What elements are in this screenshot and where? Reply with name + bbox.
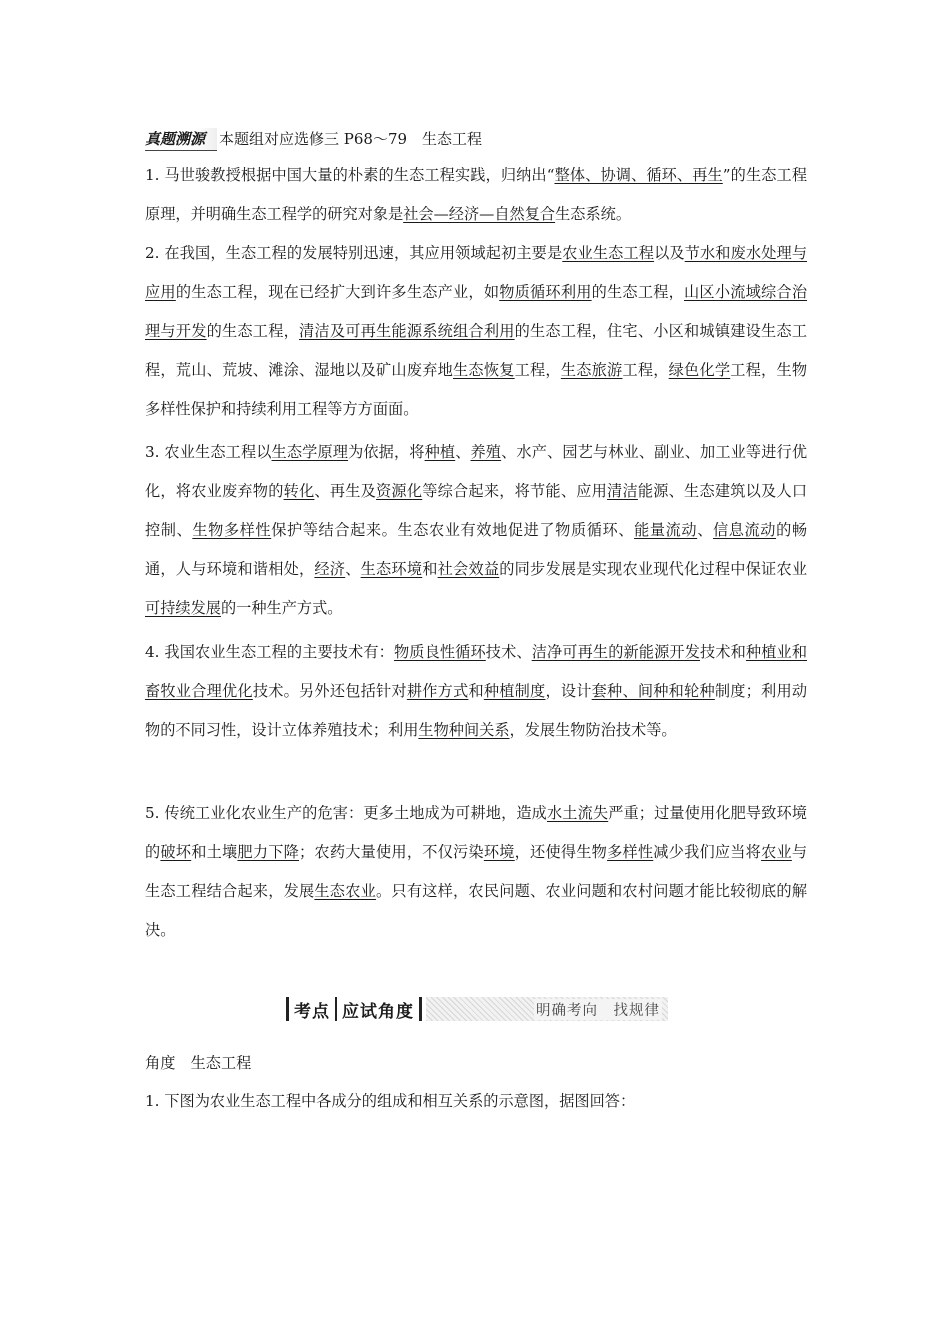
text-segment: 。只有这样，农民问题、农业问题和农村问题才能比较彻底的解决。 [145,882,808,939]
text-segment: 技术。另外还包括针对 [252,682,407,700]
text-segment: 、 [345,560,361,578]
text-segment: 的生态工程，住宅、小区和城镇建设生态工程，荒山、荒坡、滩涂、湿地以及矿山废弃地 [145,322,808,379]
answer-blank: 肥力下降 [237,843,300,861]
paragraph-4 [145,633,807,750]
answer-blank: 养殖 [470,443,502,461]
banner-bar [419,997,422,1021]
text-segment: 与生态工程结合起来，发展 [145,843,808,900]
answer-blank: 水土流失 [546,804,609,822]
answer-blank: 社会—经济—自然复合 [403,205,556,223]
text-segment: 的生态工程， [591,283,685,301]
section-banner [286,994,668,1024]
text-segment: ，还使得生物 [514,843,608,861]
text-segment: 的生态工程，现在已经扩大到许多生态产业，如 [175,283,500,301]
text-segment: 制度；利用动物的不同习性，设计立体养殖技术；利用 [145,682,808,739]
angle-heading: 角度 生态工程 [145,1054,252,1072]
banner-slogan: 明确考向 找规律 [534,999,662,1020]
answer-blank: 套种、间种和轮种 [591,682,715,700]
answer-blank: 转化 [283,482,315,500]
answer-blank: 节水和废水处理与应用 [145,244,808,301]
answer-blank: 多样性 [607,843,654,861]
text-segment: 减少我们应当将 [653,843,762,861]
text-segment: 保护等结合起来。生态农业有效地促进了物质循环、 [271,521,635,539]
answer-blank: 信息流动 [712,521,777,539]
answer-blank: 清洁及可再生能源系统组合利用 [299,322,515,340]
answer-blank: 农业生态工程 [562,244,655,262]
paragraph-3 [145,433,807,628]
text-segment: 严重；过量使用化肥导致环境的 [145,804,808,861]
paragraph-5 [145,794,807,950]
answer-blank: 生态农业 [314,882,377,900]
text-segment: 2. 在我国，生态工程的发展特别迅速，其应用领域起初主要是 [145,244,563,262]
text-segment: 、再生及 [314,482,377,500]
text-segment: 1. 马世骏教授根据中国大量的朴素的生态工程实践，归纳出“ [145,166,555,184]
answer-blank: 种植制度 [483,682,546,700]
text-segment: 和土壤 [191,843,238,861]
answer-blank: 物质良性循环 [393,643,486,661]
answer-blank: 洁净可再生的新能源开发 [531,643,701,661]
text-segment: 4. 我国农业生态工程的主要技术有： [145,643,394,661]
text-segment: 的同步发展是实现农业现代化过程中保证农业 [499,560,808,578]
text-segment: 的畅通，人与环境和谐相处， [145,521,808,578]
text-segment: 3. 农业生态工程以 [145,443,272,461]
answer-blank: 可持续发展 [145,599,221,617]
question-1: 1. 下图为农业生态工程中各成分的组成和相互关系的示意图，据图回答： [145,1092,636,1110]
answer-blank: 生态恢复 [453,361,515,379]
text-segment: ”的生态工程原理，并明确生态工程学的研究对象是 [145,166,808,223]
answer-blank: 物质循环利用 [499,283,592,301]
text-segment: 的一种生产方式。 [220,599,343,617]
paragraph-1 [145,156,807,234]
answer-blank: 经济 [314,560,346,578]
source-text: 本题组对应选修三 P68～79 生态工程 [219,130,483,148]
banner-keyword-yingshi: 应试角度 [342,1001,414,1022]
text-segment: 和 [422,560,438,578]
text-segment: 生态系统。 [555,205,631,223]
answer-blank: 整体、协调、循环、再生 [554,166,723,184]
text-segment: 和 [468,682,484,700]
text-segment: ；农药大量使用，不仅污染 [299,843,484,861]
text-segment: 技术、 [485,643,532,661]
answer-blank: 种植业和畜牧业合理优化 [145,643,808,700]
answer-blank: 社会效益 [437,560,500,578]
text-segment: 、 [697,521,713,539]
text-segment: 、水产、园艺与林业、副业、加工业等进行优化，将农业废弃物的 [145,443,808,500]
text-segment: 工程， [622,361,669,379]
answer-blank: 资源化 [376,482,423,500]
text-segment: 的生态工程， [206,322,300,340]
text-segment: 工程， [514,361,561,379]
source-badge: 真题溯源 [145,128,217,151]
text-segment: 以及 [654,244,685,262]
answer-blank: 清洁 [607,482,638,500]
text-segment: 5. 传统工业化农业生产的危害：更多土地成为可耕地，造成 [145,804,547,822]
text-segment: 能源、生态建筑以及人口控制、 [145,482,808,539]
banner-keyword-kaodian: 考点 [294,1001,330,1022]
answer-blank: 耕作方式 [406,682,469,700]
answer-blank: 环境 [483,843,515,861]
answer-blank: 生态环境 [360,560,423,578]
paragraph-2 [145,234,807,429]
answer-blank: 生态旅游 [560,361,623,379]
answer-blank: 生态学原理 [271,443,349,461]
text-segment: 技术和 [700,643,746,661]
text-segment: ，设计 [545,682,592,700]
answer-blank: 生物种间关系 [418,721,510,739]
text-segment: 、 [455,443,471,461]
text-segment: 工程，生物多样性保护和持续利用工程等方方面面。 [145,361,808,418]
answer-blank: 种植 [424,443,456,461]
text-segment: 等综合起来，将节能、应用 [422,482,608,500]
text-segment: ，发展生物防治技术等。 [509,721,677,739]
answer-blank: 能量流动 [634,521,698,539]
answer-blank: 绿色化学 [668,361,731,379]
banner-hatch-panel [426,997,668,1021]
answer-blank: 破坏 [160,843,192,861]
source-line [145,128,482,151]
answer-blank: 生物多样性 [192,521,272,539]
answer-blank: 农业 [761,843,792,861]
answer-blank: 山区小流域综合治理与开发 [145,283,808,340]
text-segment: 为依据，将 [348,443,425,461]
